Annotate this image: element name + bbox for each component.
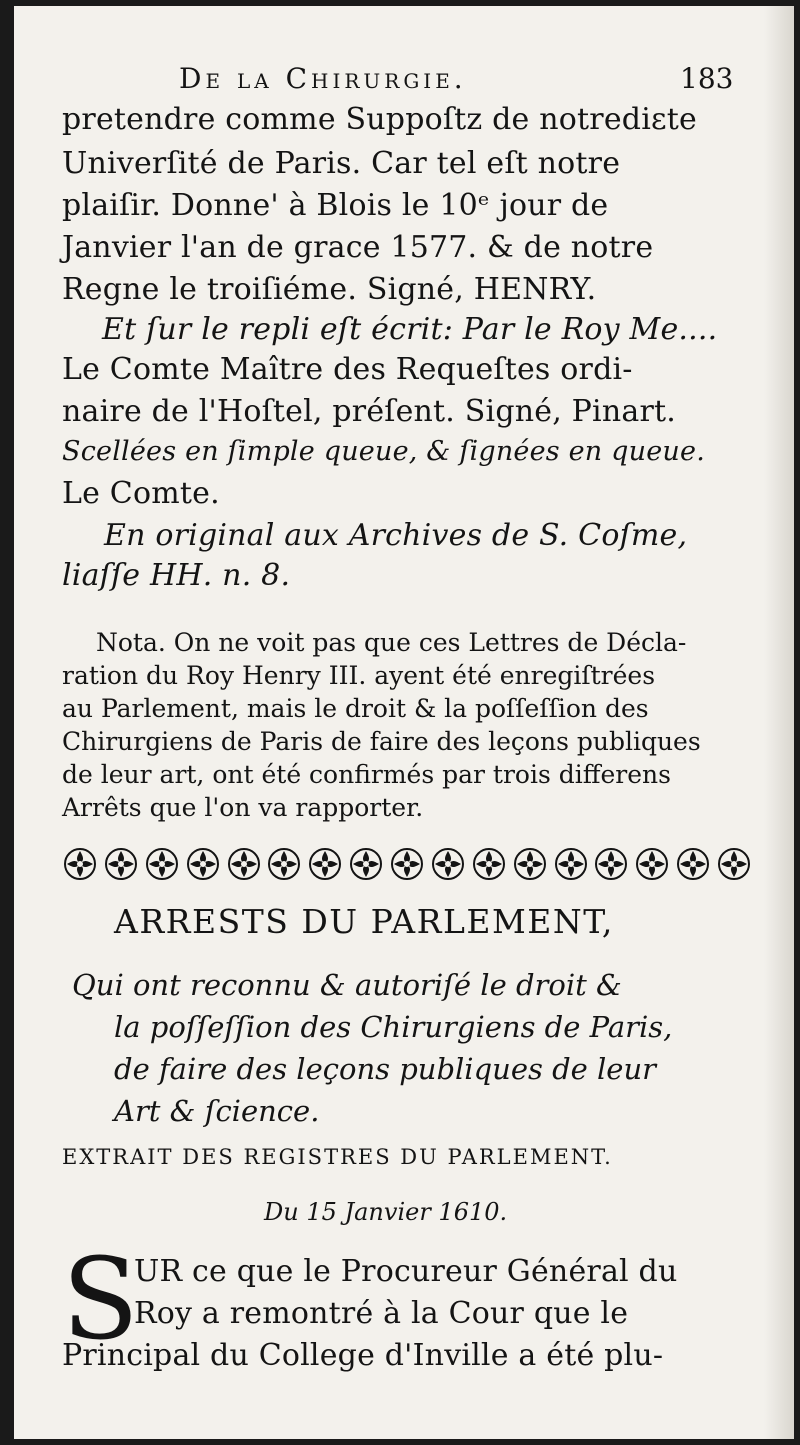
text-line: Le Comte.	[62, 476, 220, 511]
fleuron-icon	[226, 846, 262, 882]
text-line: Principal du College d'Inville a été plu-	[62, 1338, 664, 1373]
decree-date: Du 15 Janvier 1610.	[264, 1198, 508, 1226]
subtitle-line: de faire des leçons publiques de leur	[114, 1052, 657, 1086]
nota-line: de leur art, ont été confirmés par trois differens	[62, 760, 671, 789]
fleuron-icon	[512, 846, 548, 882]
page-number: 183	[680, 62, 734, 95]
nota-line: au Parlement, mais le droit & la poſſeſſion des	[62, 694, 649, 723]
running-title: De la Chirurgie.	[179, 62, 467, 95]
fleuron-icon	[430, 846, 466, 882]
text-line: Janvier l'an de grace 1577. & de notre	[62, 230, 654, 265]
text-line: naire de l'Hoſtel, préſent. Signé, Pinart.	[62, 394, 676, 429]
fleuron-icon	[675, 846, 711, 882]
fleuron-icon	[553, 846, 589, 882]
text-line: plaiſir. Donne' à Blois le 10ᵉ jour de	[62, 188, 609, 223]
archive-reference: liaſſe HH. n. 8.	[62, 558, 291, 593]
repli-line: Et ſur le repli eſt écrit: Par le Roy Me....	[102, 312, 718, 347]
book-page	[14, 6, 794, 1439]
fleuron-icon	[348, 846, 384, 882]
nota-line: ration du Roy Henry III. ayent été enregiſtrées	[62, 661, 656, 690]
subtitle-line: la poſſeſſion des Chirurgiens de Paris,	[114, 1010, 673, 1044]
text-line: Scellées en ſimple queue, & ſignées en queue.	[62, 436, 705, 467]
section-title: ARRESTS DU PARLEMENT,	[114, 902, 614, 941]
nota-line: Arrêts que l'on va rapporter.	[62, 793, 424, 822]
text-line: Le Comte Maître des Requeſtes ordi-	[62, 352, 633, 387]
text-line: Roy a remontré à la Cour que le	[134, 1296, 629, 1331]
fleuron-icon	[471, 846, 507, 882]
text-line: UR ce que le Procureur Général du	[134, 1254, 678, 1289]
page-gutter	[764, 6, 794, 1439]
fleuron-icon	[634, 846, 670, 882]
text-line: Univerſité de Paris. Car tel eſt notre	[62, 146, 621, 181]
fleuron-icon	[266, 846, 302, 882]
fleuron-ornament-band	[62, 844, 752, 884]
fleuron-icon	[593, 846, 629, 882]
archive-reference: En original aux Archives de S. Coſme,	[104, 518, 688, 553]
fleuron-icon	[103, 846, 139, 882]
fleuron-icon	[716, 846, 752, 882]
fleuron-icon	[307, 846, 343, 882]
nota-line: Nota. On ne voit pas que ces Lettres de Décla-	[96, 628, 687, 657]
extract-heading: EXTRAIT DES REGISTRES DU PARLEMENT.	[62, 1145, 613, 1169]
drop-cap: S	[62, 1235, 139, 1365]
subtitle-line: Art & ſcience.	[114, 1094, 320, 1128]
fleuron-icon	[62, 846, 98, 882]
fleuron-icon	[389, 846, 425, 882]
subtitle-line: Qui ont reconnu & autoriſé le droit &	[72, 968, 622, 1002]
fleuron-icon	[144, 846, 180, 882]
text-line: Regne le troiſiéme. Signé, HENRY.	[62, 272, 597, 307]
nota-line: Chirurgiens de Paris de faire des leçons publiques	[62, 727, 701, 756]
text-line: pretendre comme Suppoſtz de notrediɛte	[62, 102, 697, 137]
fleuron-icon	[185, 846, 221, 882]
